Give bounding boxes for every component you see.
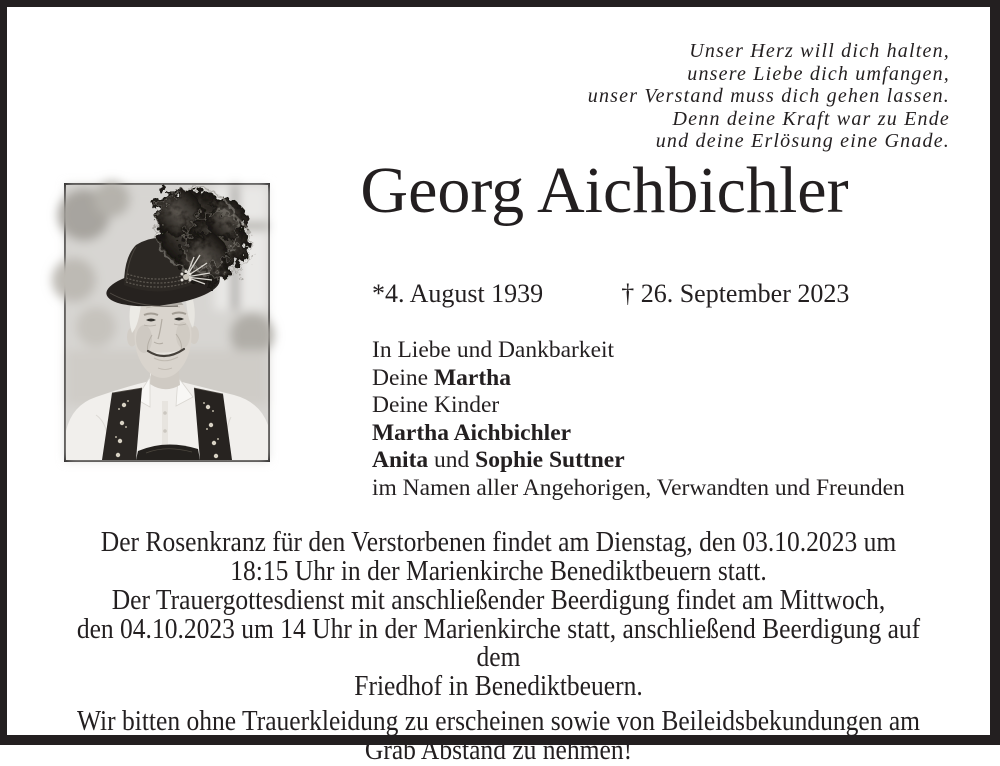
announcement-paragraph [66,586,931,700]
portrait-illustration [66,185,268,460]
poem-line: unser Verstand muss dich gehen lassen. [587,85,950,107]
announcement-line: Grab Abstand zu nehmen! [364,733,633,766]
announcement-paragraph [66,707,931,764]
announcement-line: Der Trauergottesdienst mit anschließender Beerdigung findet am Mittwoch, [111,584,886,616]
death-date: † 26. September 2023 [621,279,850,308]
announcement-line: 18:15 Uhr in der Marienkirche Benediktbeuern statt. [230,554,767,587]
announcement-line: Friedhof in Benediktbeuern. [354,669,643,702]
family-line: Deine Kinder [372,392,500,418]
announcement-line: Wir bitten ohne Trauerkleidung zu erscheinen sowie von Beileidsbekundungen am [76,705,921,737]
poem-line: unsere Liebe dich umfangen, [687,62,950,85]
family-line: Martha Aichbichler [372,419,572,446]
family-line: Deine Martha [372,364,512,391]
poem-line: Denn deine Kraft war zu Ende [672,107,950,130]
poem-line: und deine Erlösung eine Gnade. [655,130,950,152]
birth-date: *4. August 1939 [372,279,544,308]
announcements [66,528,931,765]
announcement-line: den 04.10.2023 um 14 Uhr in der Marienkirche statt, anschließend Beerdigung auf dem [76,612,921,673]
memorial-poem [588,40,950,153]
family-block [372,337,905,502]
family-line: In Liebe und Dankbarkeit [372,337,615,363]
family-line: Anita und Sophie Suttner [372,447,625,473]
portrait-photo [64,183,270,462]
announcement-line: Der Rosenkranz für den Verstorbenen findet am Dienstag, den 03.10.2023 um [100,526,897,558]
announcement-paragraph [66,528,931,585]
deceased-name: Georg Aichbichler [360,154,849,227]
life-dates [372,279,849,309]
poem-line: Unser Herz will dich halten, [689,40,950,62]
family-line: im Namen aller Angehorigen, Verwandten und Freunden [372,474,905,501]
